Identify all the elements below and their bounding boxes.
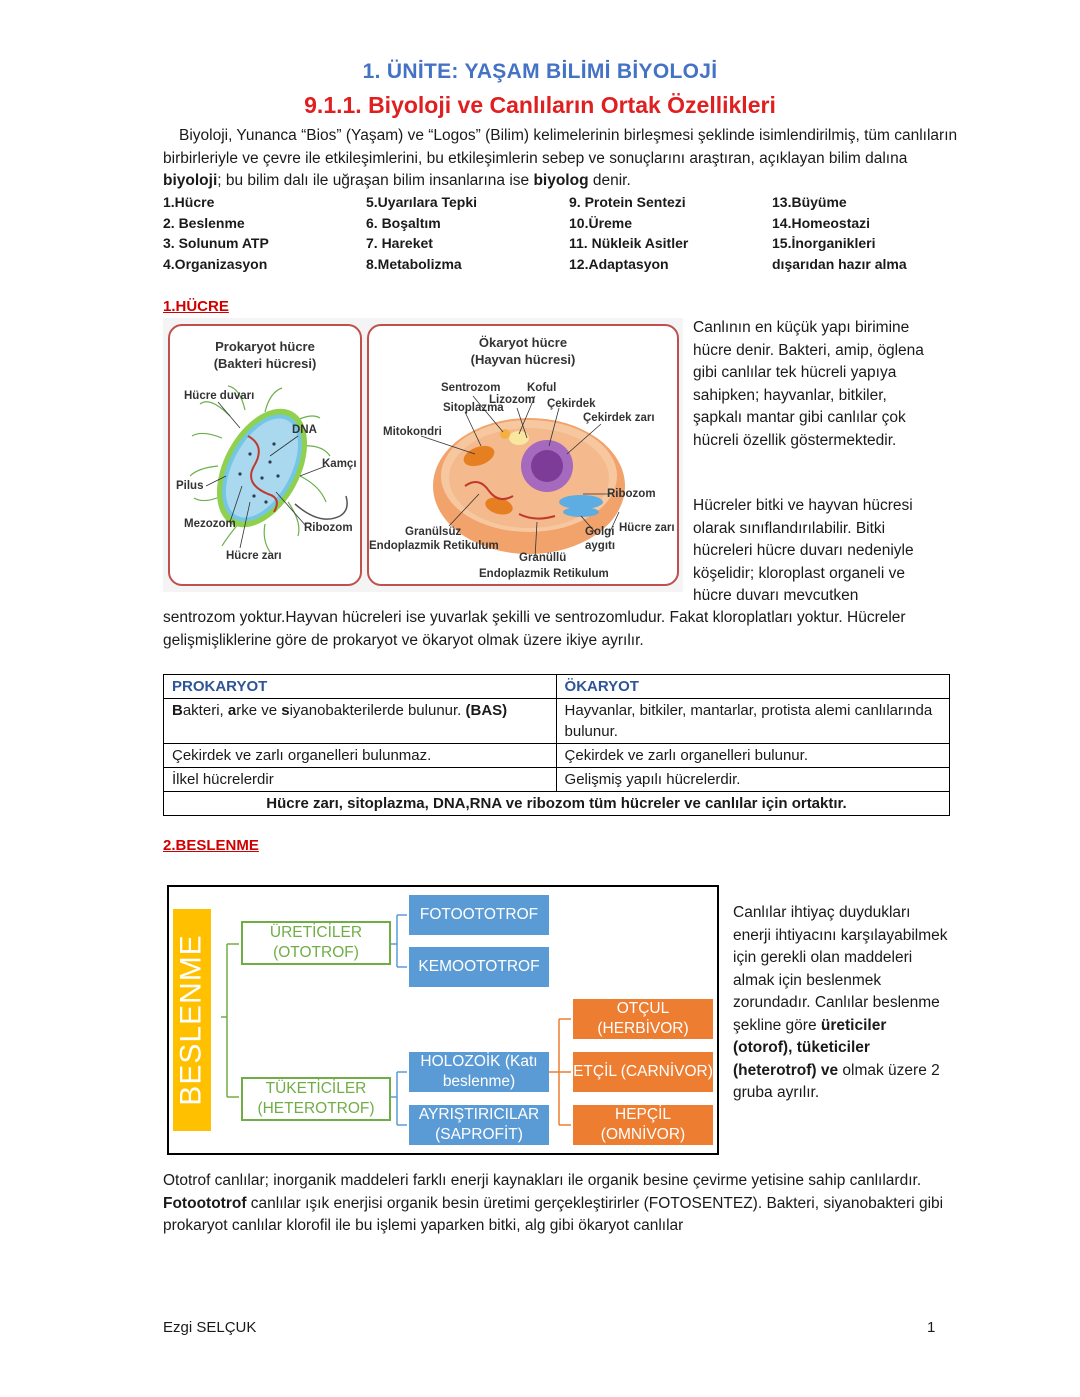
- holozoic-box: HOLOZOİK (Katı beslenme): [409, 1052, 549, 1092]
- nutrition-side-text-a: Canlılar ihtiyaç duydukları enerji ihtiyacını karşılayabilmek için gerekli olan maddeleri almak için beslenmek zorundadır. Canlılar beslenme şekline göre: [733, 904, 948, 1034]
- chemoautotroph-box: KEMOOTOTROF: [409, 947, 549, 987]
- cell-text: akteri,: [182, 702, 228, 719]
- eukaryote-panel: [367, 324, 679, 586]
- label-ribosome-euk: Ribozom: [607, 488, 656, 500]
- intro-text-3: denir.: [588, 172, 631, 189]
- features-col-2: [366, 192, 477, 274]
- feature-item: 11. Nükleik Asitler: [569, 235, 689, 251]
- feature-item: 2. Beslenme: [163, 214, 245, 231]
- bacterium-illustration: [170, 326, 360, 584]
- label-smooth-er-2: Endoplazmik Retikulum: [369, 540, 499, 552]
- bas-letter-a: a: [227, 702, 237, 719]
- feature-item: 7. Hareket: [366, 235, 433, 251]
- unit-title: 1. ÜNİTE: YAŞAM BİLİMİ BİYOLOJİ: [362, 60, 718, 83]
- beslenme-root-box: [173, 909, 211, 1131]
- table-header-prokaryote: PROKARYOT: [164, 675, 557, 699]
- feature-item: 15.İnorganikleri: [772, 235, 876, 251]
- eukaryote-title-line: Ökaryot hücre: [478, 335, 568, 350]
- table-cell: Gelişmiş yapılı hücrelerdir.: [556, 768, 949, 792]
- table-cell: [164, 699, 557, 744]
- bas-letter-s: s: [281, 702, 290, 719]
- cell-side-text-1: Canlının en küçük yapı birimine hücre denir. Bakteri, amip, öglena gibi canlılar tek hücreli yapıya sahipken; hayvanlar, bitkiler, şapkalı mantar gibi canlılar çok hücreli özellik göstermektedir.: [693, 319, 924, 449]
- herbivore-box: OTÇUL (HERBİVOR): [573, 999, 713, 1039]
- label-mitochondria: Mitokondri: [383, 426, 442, 438]
- autotroph-paragraph: [163, 1170, 963, 1238]
- feature-item: 5.Uyarılara Tepki: [366, 194, 478, 210]
- nutrition-side-text-bold: üreticiler (otorof), tüketiciler (heterotrof) ve: [733, 1016, 887, 1079]
- feature-item: 6. Boşaltım: [366, 214, 441, 231]
- table-row: [164, 699, 950, 744]
- cell-side-text-2: Hücreler bitki ve hayvan hücresi olarak sınıflandırılabilir. Bitki hücreleri hücre duvarı nedeniyle köşelidir; kloroplast organeli ve hücre duvarı mevcutken: [693, 497, 914, 604]
- cell-continuation-text: sentrozom yoktur.Hayvan hücreleri ise yuvarlak şekilli ve sentrozomludur. Fakat kloroplatları yoktur. Hücreler gelişmişliklerine göre de prokaryot ve ökaryot olmak üzere ikiye ayrılır.: [163, 609, 906, 649]
- nutrition-diagram: [167, 885, 719, 1155]
- table-header-eukaryote: ÖKARYOT: [556, 675, 949, 699]
- feature-item: 10.Üreme: [569, 214, 633, 231]
- feature-item: dışarıdan hazır alma: [772, 255, 907, 272]
- feature-item: 12.Adaptasyon: [569, 255, 669, 272]
- bas-acronym: (BAS): [465, 702, 508, 719]
- prokaryote-title-line: Prokaryot hücre: [215, 339, 315, 354]
- label-flagellum: Kamçı: [322, 458, 357, 470]
- intro-text-2: ; bu bilim dalı ile uğraşan bilim insanlarına ise: [217, 172, 534, 189]
- label-ribosome: Ribozom: [304, 522, 353, 534]
- table-cell: Çekirdek ve zarlı organelleri bulunur.: [556, 744, 949, 768]
- label-rough-er: Granüllü: [519, 552, 567, 564]
- carnivore-box: ETÇİL (CARNİVOR): [573, 1052, 713, 1092]
- table-cell: Hayvanlar, bitkiler, mantarlar, protista alemi canlılarında bulunur.: [556, 699, 949, 744]
- autotroph-text-c: canlılar ışık enerjisi organik besin üretimi gerçekleştirirler (FOTOSENTEZ). Bakteri, siyanobakteri gibi prokaryot canlılar klorofil ile bu işlemi yaparken bitki, alg gibi ökaryot canlılar: [163, 1194, 944, 1234]
- table-footer-cell: Hücre zarı, sitoplazma, DNA,RNA ve ribozom tüm hücreler ve canlılar için ortaktır.: [164, 792, 950, 816]
- omnivore-box: HEPÇİL (OMNİVOR): [573, 1105, 713, 1145]
- prokaryote-panel: [168, 324, 362, 586]
- label-lysosome: Lizozom: [489, 394, 535, 406]
- nutrition-section-heading: 2.BESLENME: [163, 837, 259, 854]
- label-rough-er-2: Endoplazmik Retikulum: [479, 568, 609, 580]
- features-col-3: [569, 192, 688, 274]
- table-cell: Çekirdek ve zarlı organelleri bulunmaz.: [164, 744, 557, 768]
- features-col-4: [772, 192, 907, 274]
- section-title: 9.1.1. Biyoloji ve Canlıların Ortak Özellikleri: [304, 92, 776, 118]
- label-cell-membrane-euk: Hücre zarı: [619, 522, 675, 534]
- label-dna: DNA: [292, 424, 317, 436]
- feature-item: 1.Hücre: [163, 194, 215, 210]
- feature-item: 14.Homeostazi: [772, 214, 871, 231]
- producers-box: ÜRETİCİLER (OTOTROF): [241, 921, 391, 965]
- label-nucleus: Çekirdek: [547, 398, 596, 410]
- label-mesosome: Mezozom: [184, 518, 236, 530]
- label-nuclear-envelope: Çekirdek zarı: [583, 412, 655, 424]
- intro-paragraph: [163, 125, 963, 193]
- autotroph-text-a: Ototrof canlılar; inorganik maddeleri farklı enerji kaynakları ile organik besine çevirme yetisine sahip canlılardır.: [163, 1172, 922, 1189]
- feature-item: 8.Metabolizma: [366, 255, 462, 272]
- feature-item: 13.Büyüme: [772, 194, 847, 210]
- footer-page-number: 1: [927, 1319, 936, 1336]
- beslenme-root-label: BESLENME: [175, 934, 209, 1106]
- label-golgi-2: aygıtı: [585, 540, 616, 552]
- intro-term-biyoloji: biyoloji: [163, 172, 218, 189]
- table-row: [164, 768, 950, 792]
- cell-section-heading: 1.HÜCRE: [163, 298, 229, 315]
- cell-figure: [163, 318, 683, 592]
- label-smooth-er: Granülsüz: [405, 526, 462, 538]
- table-cell: İlkel hücrelerdir: [164, 768, 557, 792]
- autotroph-term: Fotoototrof: [163, 1194, 247, 1212]
- photoautotroph-box: FOTOOTOTROF: [409, 895, 549, 935]
- label-golgi: Golgi: [585, 526, 615, 538]
- feature-item: 3. Solunum ATP: [163, 235, 269, 251]
- features-col-1: [163, 192, 269, 274]
- table-footer-row: [164, 792, 950, 816]
- label-cell-membrane: Hücre zarı: [226, 550, 282, 562]
- intro-text-1: Biyoloji, Yunanca “Bios” (Yaşam) ve “Logos” (Bilim) kelimelerinin birleşmesi şeklinde isimlendirilmiş, tüm canlıların birbirleriyle ve çevre ile etkileşimlerini, bu etkileşimlerin sebep ve sonuçlarını araştıran, açıklayan bilim dalına: [163, 127, 958, 167]
- nutrition-side-text: [733, 902, 948, 1105]
- footer-author: Ezgi SELÇUK: [163, 1319, 257, 1336]
- label-pilus: Pilus: [176, 480, 204, 492]
- label-cytoplasm: Sitoplazma: [443, 402, 504, 414]
- cell-text: rke ve: [236, 702, 282, 719]
- feature-item: 9. Protein Sentezi: [569, 194, 686, 210]
- nutrition-side-text-c: olmak üzere 2 gruba ayrılır.: [733, 1061, 940, 1101]
- table-row: [164, 744, 950, 768]
- cell-text: iyanobakterilerde bulunur.: [289, 702, 466, 719]
- label-cell-wall: Hücre duvarı: [184, 390, 255, 402]
- feature-item: 4.Organizasyon: [163, 255, 268, 272]
- consumers-box: TÜKETİCİLER (HETEROTROF): [241, 1077, 391, 1121]
- label-vacuole: Koful: [527, 382, 557, 394]
- prokaryote-subtitle-line: (Bakteri hücresi): [213, 356, 317, 371]
- table-header-row: [164, 675, 950, 699]
- decomposers-box: AYRIŞTIRICILAR (SAPROFİT): [409, 1105, 549, 1145]
- intro-term-biyolog: biyolog: [533, 172, 589, 189]
- label-centrosome: Sentrozom: [441, 382, 501, 394]
- prokaryote-eukaryote-table: [163, 674, 950, 816]
- bas-letter-b: B: [172, 702, 183, 719]
- eukaryote-subtitle-line: (Hayvan hücresi): [470, 352, 576, 367]
